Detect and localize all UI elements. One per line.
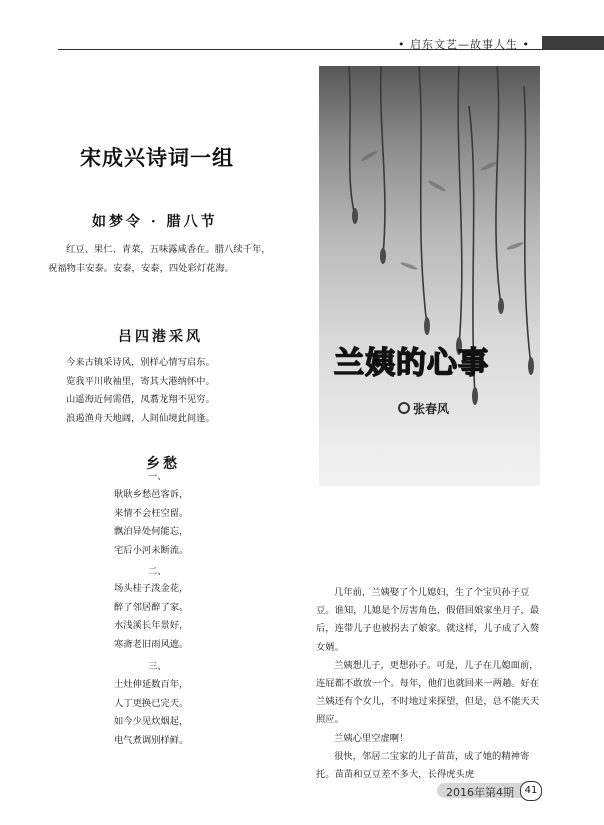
verse-line: 浪遏渔舟天地阔，人间仙境此间逢。 — [66, 412, 215, 424]
story-paragraph: 很快，邻居二宝家的儿子苗苗，成了她的精神寄托。苗苗和豆豆差不多大，长得虎头虎 — [316, 750, 530, 781]
story-author — [398, 400, 449, 417]
poem-title-lvsi: 吕四港采风 — [118, 329, 203, 345]
section-number: 三、 — [148, 661, 167, 672]
poem-body-rumengling: 红豆、果仁、青菜，五味露咸香在。腊八续千年，祝福物丰安泰。安泰，安泰，四处彩灯花海。 — [48, 244, 271, 274]
section-number: 二、 — [148, 566, 167, 577]
header-bar — [542, 36, 604, 50]
section-number: 一、 — [148, 471, 167, 482]
poem-body-lvsi — [66, 354, 215, 428]
verse-line: 今来古镇采诗风，别样心情写启东。 — [66, 357, 215, 368]
verse-line: 土灶伸延数百年， — [114, 679, 189, 690]
verse-line: 山遥海近何需借，凤翥龙翔不见穷。 — [66, 394, 215, 405]
section-header: • 启东文艺—故事人生 • — [398, 38, 530, 51]
page-number: 41 — [520, 781, 542, 801]
willow-illustration — [319, 66, 540, 486]
verse-line: 宅后小河未断流。 — [114, 544, 189, 556]
footer-issue: 2016年第4期 — [446, 786, 514, 799]
story-body — [316, 584, 540, 784]
verse-line: 人丁更换已完天。 — [114, 697, 189, 709]
verse-line: 览我平川收袖里，寄其大港纳怀中。 — [66, 375, 215, 387]
verse-block — [114, 580, 188, 654]
verse-line: 飘泊异处何能忘， — [114, 526, 189, 537]
poem-title-xiangchou: 乡愁 — [146, 456, 180, 472]
verse-line: 电气煮调别样鲜。 — [114, 734, 189, 746]
verse-line: 寒斋老旧雨风遮。 — [114, 638, 189, 650]
author-bullet-icon — [398, 402, 410, 414]
verse-line: 耿耿乡愁邑客诉， — [114, 489, 189, 500]
verse-block — [114, 676, 188, 750]
verse-line: 水浅溪长年景好， — [114, 620, 189, 631]
story-title: 兰姨的心事 — [334, 346, 489, 381]
verse-line: 醉了邻居醉了家。 — [114, 601, 189, 613]
verse-line: 场头桂子泼金花， — [114, 583, 189, 594]
article-title: 宋成兴诗词一组 — [80, 146, 234, 170]
story-paragraph: 兰姨想儿子，更想孙子。可是，儿子在儿媳面前，连屁都不敢放一个。每年，他们也就回来一两趟。好在兰姨还有个女儿，不时地过来探望，但是，总不能天天照应。 — [316, 659, 540, 726]
story-paragraph: 兰姨心里空虚啊！ — [334, 732, 409, 744]
poem-title-rumengling: 如梦令 · 腊八节 — [92, 214, 218, 230]
willow-branches — [319, 66, 540, 486]
verse-line: 来情不会枉空留。 — [114, 507, 189, 519]
author-name: 张春风 — [413, 402, 450, 416]
verse-block — [114, 486, 188, 560]
story-paragraph: 几年前，兰姨娶了个儿媳妇，生了个宝贝孙子豆豆。谁知，儿媳是个厉害角色，假借回娘家坐月子，最后，连带儿子也被拐去了娘家。就这样，儿子成了入赘女婿。 — [316, 587, 540, 653]
verse-line: 如今少见炊烟起， — [114, 716, 189, 727]
